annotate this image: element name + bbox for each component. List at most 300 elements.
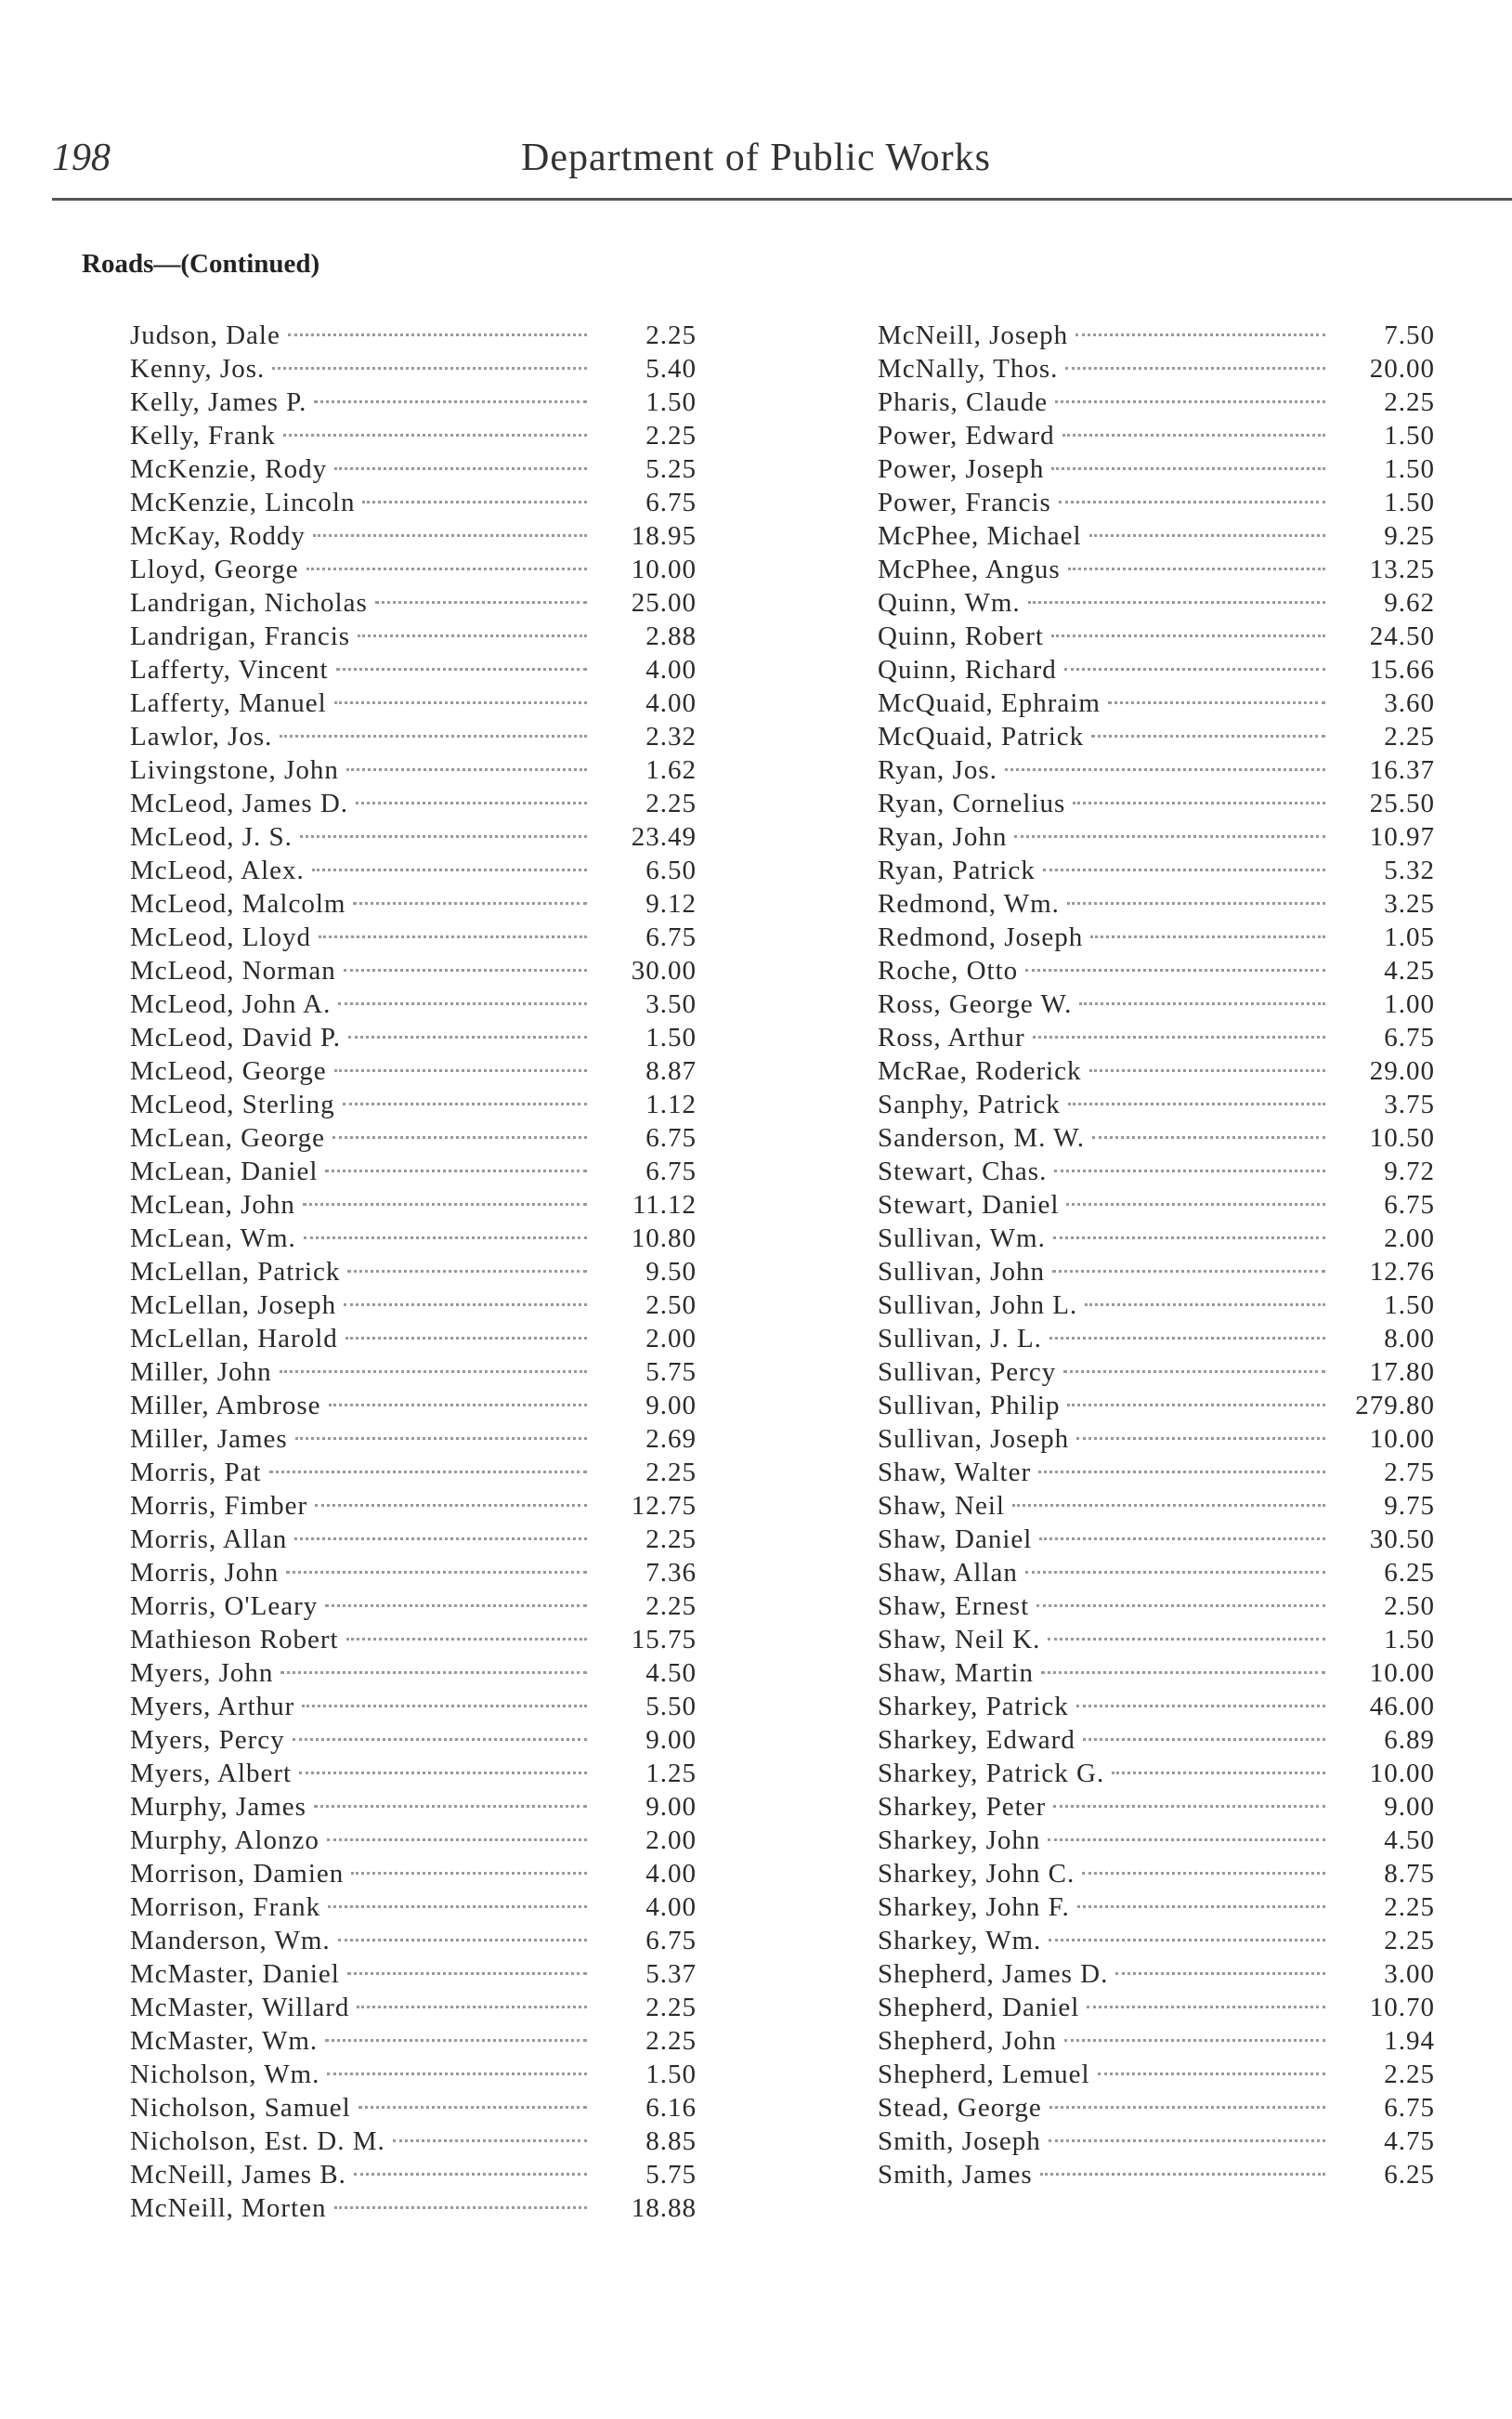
payee-name: Sullivan, Wm. (878, 1223, 1046, 1253)
ledger-entry (130, 352, 697, 386)
ledger-entry (130, 1222, 697, 1255)
ledger-entry (878, 686, 1435, 720)
payment-amount: 9.00 (645, 1725, 697, 1755)
payee-name: Power, Edward (878, 421, 1055, 451)
ledger-entry (130, 987, 697, 1021)
payment-amount: 10.97 (1369, 822, 1435, 852)
dot-leader (1075, 333, 1325, 336)
dot-leader (325, 1170, 587, 1172)
payee-name: Morris, Fimber (130, 1491, 308, 1521)
payment-amount: 5.25 (645, 454, 697, 484)
payee-name: Smith, James (878, 2160, 1033, 2190)
payee-name: Sharkey, John C. (878, 1859, 1075, 1889)
dot-leader (1076, 1437, 1325, 1440)
ledger-entry (878, 1556, 1435, 1589)
payment-amount: 6.89 (1384, 1725, 1435, 1755)
payee-name: McMaster, Willard (130, 1993, 350, 2022)
payee-name: Mathieson Robert (130, 1625, 339, 1654)
payee-name: McKay, Roddy (130, 521, 306, 551)
dot-leader (327, 1838, 587, 1841)
ledger-entry (878, 319, 1435, 352)
payee-name: Quinn, Richard (878, 655, 1057, 685)
ledger-entry (130, 1790, 697, 1824)
payee-name: Murphy, Alonzo (130, 1825, 319, 1855)
payment-amount: 46.00 (1369, 1692, 1435, 1721)
dot-leader (347, 1270, 587, 1273)
ledger-entry (878, 787, 1435, 820)
payee-name: Ryan, Cornelius (878, 789, 1066, 818)
payment-amount: 30.00 (631, 956, 697, 986)
payment-amount: 10.00 (1369, 1759, 1435, 1788)
dot-leader (1067, 1404, 1325, 1406)
ledger-entry (878, 1054, 1435, 1088)
payment-amount: 10.70 (1369, 1993, 1435, 2022)
dot-leader (334, 701, 587, 704)
payment-amount: 3.75 (1384, 1090, 1435, 1119)
dot-leader (1082, 1872, 1325, 1875)
payment-amount: 9.72 (1384, 1157, 1435, 1186)
payee-name: McRae, Roderick (878, 1056, 1082, 1086)
payment-amount: 1.62 (645, 755, 697, 785)
payee-name: Nicholson, Samuel (130, 2093, 351, 2123)
payee-name: Miller, Ambrose (130, 1391, 321, 1420)
ledger-entry (878, 1456, 1435, 1489)
payee-name: McLeod, J. S. (130, 822, 293, 852)
payment-amount: 2.25 (1384, 1892, 1435, 1922)
dot-leader (329, 1404, 587, 1406)
payee-name: Miller, John (130, 1357, 272, 1387)
dot-leader (327, 2072, 587, 2075)
ledger-entry (878, 586, 1435, 620)
payment-amount: 8.87 (645, 1056, 697, 1086)
dot-leader (1068, 568, 1325, 570)
payee-name: McLeod, John A. (130, 989, 332, 1019)
payment-amount: 10.00 (1369, 1424, 1435, 1454)
payee-name: Shaw, Martin (878, 1658, 1034, 1688)
payee-name: Myers, Percy (130, 1725, 285, 1755)
payment-amount: 2.00 (645, 1324, 697, 1353)
dot-leader (343, 1103, 587, 1105)
ledger-entry (130, 1690, 697, 1723)
ledger-entry (878, 386, 1435, 419)
ledger-entry (130, 2125, 697, 2158)
ledger-entry (130, 1857, 697, 1890)
payee-name: Landrigan, Francis (130, 621, 351, 651)
dot-leader (280, 1671, 587, 1674)
ledger-entry (878, 1121, 1435, 1155)
ledger-entry (878, 887, 1435, 921)
dot-leader (1005, 768, 1325, 771)
ledger-entry (130, 586, 697, 620)
dot-leader (303, 1203, 587, 1206)
ledger-entry (130, 1322, 697, 1355)
payee-name: Sullivan, Philip (878, 1391, 1061, 1420)
payment-amount: 30.50 (1369, 1524, 1435, 1554)
ledger-entry (130, 1155, 697, 1188)
payment-amount: 25.00 (631, 588, 697, 618)
payee-name: Sharkey, John (878, 1825, 1041, 1855)
payment-amount: 10.50 (1369, 1123, 1435, 1153)
ledger-entry (130, 1957, 697, 1991)
payment-amount: 1.50 (1384, 1290, 1435, 1320)
payment-amount: 4.00 (645, 1859, 697, 1889)
dot-leader (313, 534, 587, 537)
payee-name: Sanphy, Patrick (878, 1090, 1061, 1119)
ledger-entry (878, 2058, 1435, 2091)
dot-leader (1079, 1002, 1325, 1005)
payee-name: Shaw, Ernest (878, 1591, 1030, 1621)
dot-leader (269, 1471, 588, 1473)
dot-leader (1073, 802, 1325, 804)
payment-amount: 23.49 (631, 822, 697, 852)
payee-name: McLean, George (130, 1123, 325, 1153)
payee-name: Quinn, Wm. (878, 588, 1021, 618)
dot-leader (1049, 2106, 1325, 2109)
payee-name: Redmond, Joseph (878, 922, 1084, 952)
payment-amount: 3.00 (1384, 1959, 1435, 1989)
ledger-entry (130, 2024, 697, 2058)
payee-name: McLean, Wm. (130, 1223, 296, 1253)
ledger-entry (878, 1690, 1435, 1723)
payment-amount: 2.25 (645, 320, 697, 350)
dot-leader (346, 1638, 587, 1641)
payee-name: Myers, John (130, 1658, 274, 1688)
payment-amount: 13.25 (1369, 555, 1435, 584)
payment-amount: 2.88 (645, 621, 697, 651)
ledger-entry (878, 1489, 1435, 1523)
payee-name: Morris, Pat (130, 1458, 262, 1487)
payment-amount: 5.40 (645, 354, 697, 384)
ledger-entry (878, 2024, 1435, 2058)
dot-leader (1028, 601, 1325, 604)
payment-amount: 4.25 (1384, 956, 1435, 986)
payment-amount: 1.94 (1384, 2026, 1435, 2056)
ledger-entry (878, 1355, 1435, 1389)
payment-amount: 1.00 (1384, 989, 1435, 1019)
dot-leader (1092, 1136, 1325, 1139)
payment-amount: 10.00 (631, 555, 697, 584)
ledger-entry (878, 1389, 1435, 1422)
dot-leader (328, 1905, 587, 1908)
payee-name: Sullivan, Joseph (878, 1424, 1070, 1454)
payee-name: Ross, George W. (878, 989, 1073, 1019)
dot-leader (1054, 1170, 1325, 1172)
ledger-entry (878, 720, 1435, 753)
payee-name: Shepherd, Daniel (878, 1993, 1080, 2022)
payee-name: McLellan, Harold (130, 1324, 338, 1353)
payment-amount: 1.50 (1384, 1625, 1435, 1654)
ledger-entry (130, 1088, 697, 1121)
payment-amount: 25.50 (1369, 789, 1435, 818)
ledger-entry (130, 1924, 697, 1957)
payee-name: McPhee, Michael (878, 521, 1082, 551)
payee-name: Morris, Allan (130, 1524, 288, 1554)
dot-leader (1052, 1270, 1325, 1273)
payee-name: Stewart, Chas. (878, 1157, 1048, 1186)
dot-leader (1098, 2072, 1325, 2075)
ledger-entry (878, 1890, 1435, 1924)
dot-leader (334, 2206, 587, 2209)
payment-amount: 2.25 (1384, 722, 1435, 752)
ledger-entry (130, 787, 697, 820)
payment-amount: 2.75 (1384, 1458, 1435, 1487)
payee-name: McLeod, Lloyd (130, 922, 312, 952)
payment-amount: 18.95 (631, 521, 697, 551)
ledger-entry (878, 1188, 1435, 1222)
payee-name: McLellan, Patrick (130, 1257, 341, 1287)
payee-name: McNeill, Joseph (878, 320, 1069, 350)
ledger-entry (130, 486, 697, 519)
payee-name: Nicholson, Wm. (130, 2059, 320, 2089)
payment-amount: 7.36 (645, 1558, 697, 1588)
payee-name: Sullivan, John L. (878, 1290, 1078, 1320)
dot-leader (1087, 2006, 1325, 2008)
ledger-entry (878, 519, 1435, 553)
dot-leader (1055, 400, 1325, 403)
ledger-entry (130, 1589, 697, 1623)
dot-leader (1083, 1738, 1325, 1741)
payment-amount: 9.12 (645, 889, 697, 919)
dot-leader (357, 2006, 587, 2008)
payee-name: Myers, Albert (130, 1759, 293, 1788)
payment-amount: 5.37 (645, 1959, 697, 1989)
payment-amount: 2.25 (645, 1458, 697, 1487)
dot-leader (1039, 1537, 1325, 1540)
payee-name: Power, Francis (878, 488, 1051, 517)
payee-name: Morrison, Damien (130, 1859, 345, 1889)
payment-amount: 1.50 (645, 2059, 697, 2089)
ledger-entry (130, 1255, 697, 1288)
ledger-entry (130, 1723, 697, 1757)
ledger-entry (130, 1890, 697, 1924)
ledger-entry (130, 653, 697, 686)
payee-name: Sharkey, Wm. (878, 1926, 1042, 1955)
dot-leader (1076, 1705, 1325, 1707)
payment-amount: 1.50 (1384, 421, 1435, 451)
payee-name: Ryan, Jos. (878, 755, 997, 785)
payment-amount: 10.00 (1369, 1658, 1435, 1688)
ledger-entry (130, 954, 697, 987)
ledger-entry (130, 1288, 697, 1322)
ledger-entry (878, 1656, 1435, 1690)
payment-amount: 2.25 (645, 1591, 697, 1621)
payee-name: Livingstone, John (130, 755, 339, 785)
payment-amount: 6.75 (1384, 2093, 1435, 2123)
payment-amount: 6.75 (645, 1926, 697, 1955)
ledger-entry (130, 1054, 697, 1088)
dot-leader (347, 1972, 587, 1975)
payment-amount: 6.75 (1384, 1023, 1435, 1053)
payment-amount: 2.50 (1384, 1591, 1435, 1621)
payee-name: Shepherd, James D. (878, 1959, 1109, 1989)
payee-name: Sharkey, Patrick (878, 1692, 1069, 1721)
dot-leader (302, 1705, 587, 1707)
dot-leader (346, 768, 587, 771)
ledger-entry (130, 921, 697, 954)
ledger-entry (130, 820, 697, 854)
payee-name: Shepherd, John (878, 2026, 1057, 2056)
payee-name: Redmond, Wm. (878, 889, 1060, 919)
page-title: Department of Public Works (521, 137, 991, 179)
dot-leader (1048, 1638, 1325, 1641)
dot-leader (353, 902, 587, 905)
dot-leader (393, 2139, 587, 2142)
dot-leader (293, 1738, 587, 1741)
ledger-entry (878, 1288, 1435, 1322)
ledger-entry (130, 386, 697, 419)
dot-leader (1077, 1905, 1325, 1908)
dot-leader (1112, 1772, 1325, 1774)
dot-leader (1049, 2139, 1325, 2142)
payee-name: Murphy, James (130, 1792, 306, 1822)
payee-name: Sullivan, John (878, 1257, 1045, 1287)
ledger-entry (130, 1489, 697, 1523)
payee-name: Shaw, Neil (878, 1491, 1005, 1521)
payment-amount: 17.80 (1369, 1357, 1435, 1387)
payee-name: McLeod, Malcolm (130, 889, 346, 919)
dot-leader (325, 2039, 587, 2042)
payment-amount: 8.85 (645, 2126, 697, 2156)
ledger-entry (878, 1623, 1435, 1656)
payee-name: Shaw, Allan (878, 1558, 1018, 1588)
dot-leader (299, 1772, 587, 1774)
payment-amount: 8.00 (1384, 1324, 1435, 1353)
ledger-entry (878, 921, 1435, 954)
ledger-entry (130, 2091, 697, 2125)
payee-name: McLeod, Norman (130, 956, 336, 986)
ledger-entry (130, 1824, 697, 1857)
ledger-entry (130, 1991, 697, 2024)
ledger-entry (878, 1957, 1435, 1991)
dot-leader (334, 467, 587, 470)
payee-name: Sharkey, Patrick G. (878, 1759, 1105, 1788)
payment-amount: 1.05 (1384, 922, 1435, 952)
payee-name: Power, Joseph (878, 454, 1045, 484)
section-heading: Roads—(Continued) (82, 249, 320, 279)
payee-name: Judson, Dale (130, 320, 280, 350)
ledger-entry (130, 452, 697, 486)
payee-name: Roche, Otto (878, 956, 1019, 986)
payment-amount: 6.75 (645, 922, 697, 952)
ledger-entry (130, 620, 697, 653)
payee-name: Nicholson, Est. D. M. (130, 2126, 385, 2156)
dot-leader (300, 835, 587, 838)
payment-amount: 11.12 (632, 1190, 697, 1220)
ledger-entry (130, 1355, 697, 1389)
payment-amount: 3.60 (1384, 688, 1435, 718)
payee-name: Lafferty, Manuel (130, 688, 327, 718)
payment-amount: 1.50 (1384, 454, 1435, 484)
payment-amount: 2.25 (645, 2026, 697, 2056)
dot-leader (1053, 1236, 1325, 1239)
payment-amount: 6.75 (645, 488, 697, 517)
ledger-entry (878, 352, 1435, 386)
payment-amount: 9.50 (645, 1257, 697, 1287)
payee-name: Kelly, Frank (130, 421, 276, 451)
dot-leader (1089, 1069, 1325, 1072)
payment-amount: 4.00 (645, 655, 697, 685)
ledger-entry (878, 553, 1435, 586)
payee-name: McLeod, Alex. (130, 856, 305, 885)
payment-amount: 6.75 (1384, 1190, 1435, 1220)
payment-amount: 18.88 (631, 2193, 697, 2223)
payment-amount: 2.50 (645, 1290, 697, 1320)
payment-amount: 4.75 (1384, 2126, 1435, 2156)
payee-name: Ryan, Patrick (878, 856, 1036, 885)
dot-leader (1025, 1571, 1325, 1574)
dot-leader (358, 634, 587, 637)
dot-leader (312, 869, 587, 871)
dot-leader (1091, 735, 1325, 738)
ledger-entry (130, 720, 697, 753)
ledger-entry (878, 1222, 1435, 1255)
payment-amount: 9.75 (1384, 1491, 1435, 1521)
dot-leader (304, 1236, 587, 1239)
ledger-entry (878, 1824, 1435, 1857)
payment-amount: 6.75 (645, 1123, 697, 1153)
dot-leader (344, 969, 587, 972)
payment-amount: 29.00 (1369, 1056, 1435, 1086)
ledger-entry (878, 1422, 1435, 1456)
payee-name: McLeod, James D. (130, 789, 349, 818)
ledger-entry (878, 1723, 1435, 1757)
ledger-entry (878, 1255, 1435, 1288)
payment-amount: 2.25 (645, 789, 697, 818)
payee-name: Shaw, Walter (878, 1458, 1032, 1487)
payment-amount: 7.50 (1384, 320, 1435, 350)
payment-amount: 5.75 (645, 2160, 697, 2190)
payment-amount: 1.50 (645, 1023, 697, 1053)
payment-amount: 8.75 (1384, 1859, 1435, 1889)
dot-leader (1025, 969, 1325, 972)
dot-leader (1014, 835, 1325, 838)
payee-name: McLean, Daniel (130, 1157, 319, 1186)
dot-leader (375, 601, 587, 604)
payee-name: McKenzie, Lincoln (130, 488, 356, 517)
dot-leader (288, 333, 587, 336)
dot-leader (1068, 1103, 1325, 1105)
payee-name: McNeill, James B. (130, 2160, 346, 2190)
ledger-entry (878, 1924, 1435, 1957)
ledger-entry (130, 1188, 697, 1222)
ledger-entry (878, 1757, 1435, 1790)
dot-leader (1036, 1604, 1325, 1607)
ledger-entry (878, 954, 1435, 987)
ledger-entry (130, 1523, 697, 1556)
payment-amount: 9.00 (645, 1391, 697, 1420)
dot-leader (332, 1136, 587, 1139)
payee-name: Kenny, Jos. (130, 354, 266, 384)
ledger-entry (130, 887, 697, 921)
payee-name: Lawlor, Jos. (130, 722, 273, 752)
dot-leader (1090, 935, 1325, 938)
left-column (130, 319, 697, 2225)
payment-amount: 1.12 (645, 1090, 697, 1119)
payee-name: McNeill, Morten (130, 2193, 327, 2223)
payee-name: Pharis, Claude (878, 387, 1049, 417)
payment-amount: 2.32 (645, 722, 697, 752)
dot-leader (356, 802, 587, 804)
ledger-entry (130, 753, 697, 787)
ledger-entry (130, 1021, 697, 1054)
ledger-entry (878, 1322, 1435, 1355)
dot-leader (1059, 501, 1325, 503)
ledger-entry (130, 1422, 697, 1456)
ledger-entry (130, 419, 697, 452)
dot-leader (286, 1571, 587, 1574)
ledger-entry (878, 452, 1435, 486)
payment-amount: 4.00 (645, 688, 697, 718)
